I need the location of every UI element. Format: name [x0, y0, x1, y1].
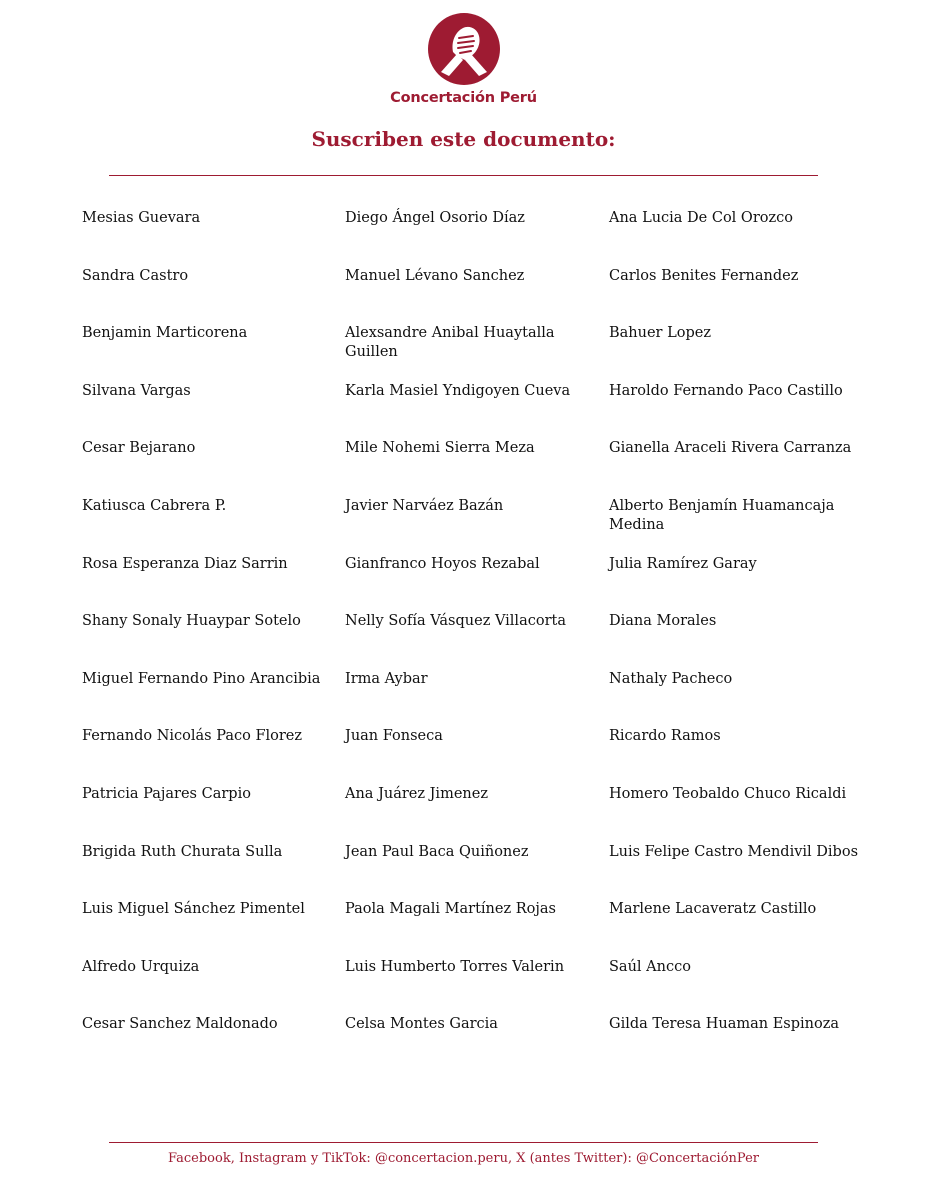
bottom-divider	[109, 1142, 818, 1143]
signatory-name: Luis Felipe Castro Mendivil Dibos	[609, 843, 859, 860]
signatory-name: Manuel Lévano Sanchez	[345, 267, 525, 284]
signatory-name: Javier Narváez Bazán	[345, 497, 504, 514]
signatory-name: Homero Teobaldo Chuco Ricaldi	[609, 785, 847, 802]
handshake-icon	[427, 12, 501, 86]
signatory-name: Ana Lucia De Col Orozco	[609, 210, 793, 226]
page-title: Suscriben este documento:	[311, 127, 616, 151]
signatories-row	[82, 612, 862, 670]
signatory-name: Katiusca Cabrera P.	[82, 497, 227, 514]
signatory-name: Gianella Araceli Rivera Carranza	[609, 440, 852, 457]
signatory-name: Diana Morales	[609, 613, 717, 630]
signatories-row	[82, 439, 862, 497]
social-footer: Facebook, Instagram y TikTok: @concertacion.peru, X (antes Twitter): @ConcertaciónPer	[168, 1151, 759, 1166]
signatories-row	[82, 785, 862, 843]
org-name: Concertación Perú	[390, 90, 537, 106]
signatories-row	[82, 900, 862, 958]
signatory-name: Mesias Guevara	[82, 210, 201, 226]
signatory-name: Shany Sonaly Huaypar Sotelo	[82, 613, 301, 630]
signatory-name: Benjamin Marticorena	[82, 325, 248, 342]
signatories-row	[82, 958, 862, 1016]
signatories-row	[82, 324, 862, 382]
signatory-name: Diego Ángel Osorio Díaz	[345, 210, 525, 226]
signatories-row	[82, 209, 862, 267]
signatory-name: Jean Paul Baca Quiñonez	[345, 843, 529, 860]
signatory-name: Nelly Sofía Vásquez Villacorta	[345, 613, 566, 630]
signatory-name: Cesar Bejarano	[82, 440, 196, 457]
signatory-name: Juan Fonseca	[345, 728, 443, 745]
signatory-name: Alberto Benjamín Huamancaja Medina	[609, 497, 835, 533]
signatories-row	[82, 555, 862, 613]
signatory-name: Gilda Teresa Huaman Espinoza	[609, 1016, 839, 1033]
signatories-row	[82, 382, 862, 440]
signatory-name: Fernando Nicolás Paco Florez	[82, 728, 303, 745]
signatory-name: Sandra Castro	[82, 267, 189, 284]
signatory-name: Celsa Montes Garcia	[345, 1016, 498, 1033]
signatory-name: Julia Ramírez Garay	[609, 555, 757, 572]
signatory-name: Alfredo Urquiza	[82, 958, 200, 975]
signatory-name: Paola Magali Martínez Rojas	[345, 901, 556, 918]
signatories-row	[82, 670, 862, 728]
signatory-name: Haroldo Fernando Paco Castillo	[609, 382, 843, 399]
signatory-name: Mile Nohemi Sierra Meza	[345, 440, 535, 457]
signatory-name: Luis Humberto Torres Valerin	[345, 958, 565, 975]
signatories-row	[82, 843, 862, 901]
signatory-name: Brigida Ruth Churata Sulla	[82, 843, 283, 860]
signatory-name: Nathaly Pacheco	[609, 670, 733, 687]
signatory-name: Bahuer Lopez	[609, 325, 711, 342]
signatories-row	[82, 1015, 862, 1073]
top-divider	[109, 175, 818, 176]
signatory-name: Silvana Vargas	[82, 382, 191, 399]
signatory-name: Luis Miguel Sánchez Pimentel	[82, 901, 305, 918]
signatory-name: Irma Aybar	[345, 670, 428, 687]
signatory-name: Saúl Ancco	[609, 958, 691, 975]
signatories-row	[82, 267, 862, 325]
signatory-name: Rosa Esperanza Diaz Sarrin	[82, 555, 288, 572]
signatory-name: Ricardo Ramos	[609, 728, 721, 745]
logo	[0, 12, 927, 106]
signatory-name: Cesar Sanchez Maldonado	[82, 1016, 278, 1033]
signatory-name: Miguel Fernando Pino Arancibia	[82, 670, 321, 687]
signatories-row	[82, 727, 862, 785]
signatory-name: Marlene Lacaveratz Castillo	[609, 901, 817, 918]
signatory-name: Karla Masiel Yndigoyen Cueva	[345, 382, 571, 399]
signatory-name: Ana Juárez Jimenez	[345, 785, 488, 802]
signatories-grid	[82, 209, 862, 1073]
signatory-name: Alexsandre Anibal Huaytalla Guillen	[345, 325, 555, 361]
signatory-name: Gianfranco Hoyos Rezabal	[345, 555, 540, 572]
signatory-name: Carlos Benites Fernandez	[609, 267, 799, 284]
signatories-row	[82, 497, 862, 555]
signatory-name: Patricia Pajares Carpio	[82, 785, 251, 802]
